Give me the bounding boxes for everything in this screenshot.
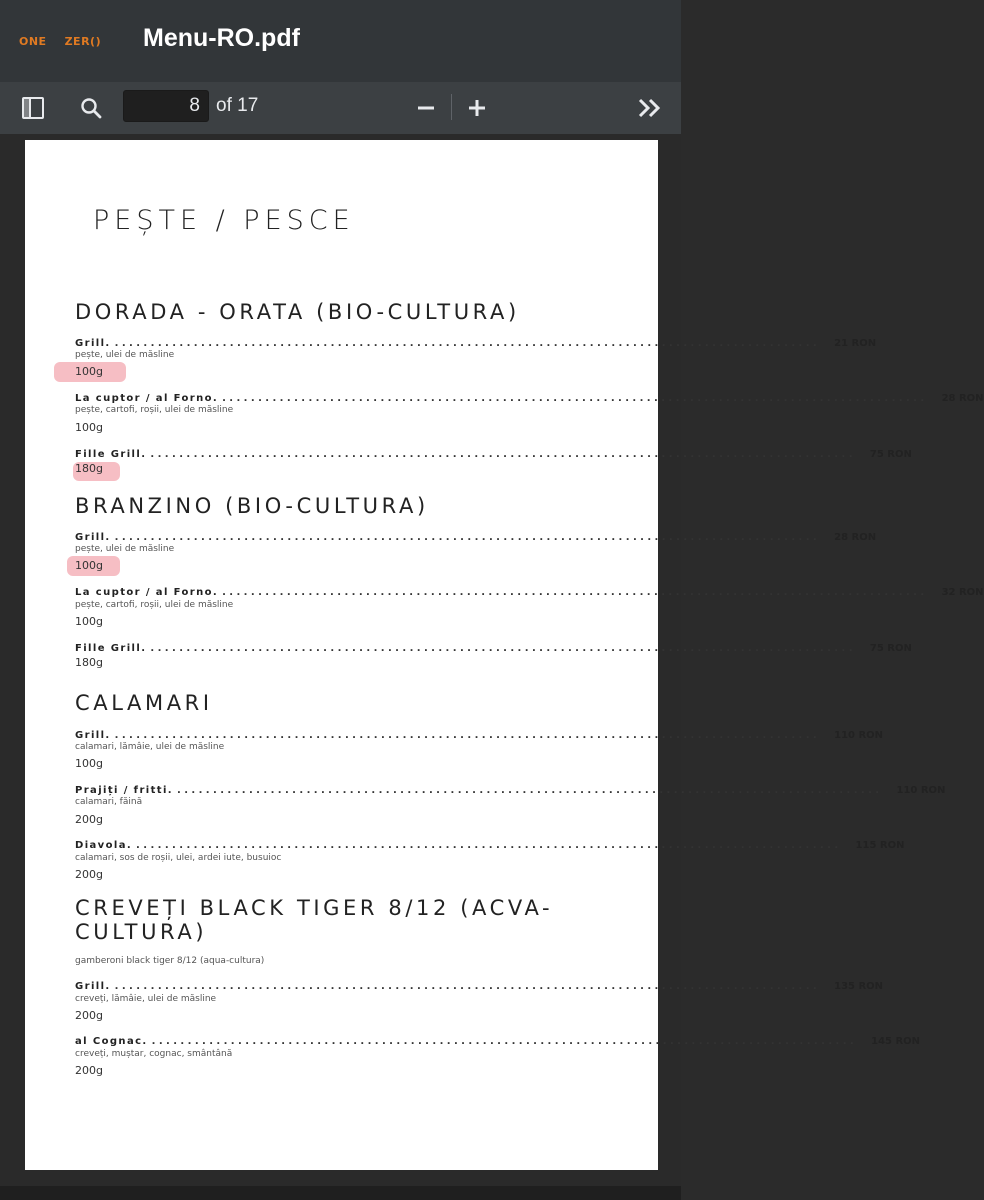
item-weight: 100g bbox=[75, 615, 103, 628]
section-title: PEȘTE / PESCE bbox=[93, 205, 355, 236]
menu-item-row: Fille Grill. .................................................................................................. 75 RON bbox=[75, 643, 912, 654]
item-name: Prajiți / fritti. bbox=[75, 785, 173, 796]
item-weight: 100g bbox=[75, 421, 103, 434]
item-name: Grill. bbox=[75, 981, 111, 992]
logo-text-right: ZER() bbox=[64, 35, 102, 48]
item-name: al Cognac. bbox=[75, 1036, 148, 1047]
item-name: La cuptor / al Forno. bbox=[75, 587, 219, 598]
item-description: calamari, făină bbox=[75, 797, 143, 807]
item-weight: 100g bbox=[75, 365, 103, 378]
item-description: calamari, lămâie, ulei de măsline bbox=[75, 742, 225, 752]
item-description: creveți, muștar, cognac, smântână bbox=[75, 1049, 233, 1059]
bottom-bar bbox=[0, 1186, 681, 1200]
item-weight: 180g bbox=[75, 656, 103, 669]
item-price: 28 RON bbox=[834, 532, 877, 543]
item-weight: 200g bbox=[75, 1064, 103, 1077]
document-title: Menu-RO.pdf bbox=[143, 24, 300, 52]
item-name: La cuptor / al Forno. bbox=[75, 393, 219, 404]
item-price: 145 RON bbox=[871, 1036, 921, 1047]
item-price: 135 RON bbox=[834, 981, 884, 992]
group-title: BRANZINO (BIO-CULTURA) bbox=[75, 494, 429, 518]
logo-text-left: ONE bbox=[19, 35, 47, 48]
menu-item-row: Diavola. .................................................................................................. 115 RON bbox=[75, 840, 905, 851]
menu-item-row: Fille Grill. .................................................................................................. 75 RON bbox=[75, 449, 912, 460]
item-name: Grill. bbox=[75, 730, 111, 741]
item-weight: 200g bbox=[75, 868, 103, 881]
page-number-input[interactable] bbox=[123, 90, 209, 122]
menu-item-row: al Cognac. .................................................................................................. 145 RON bbox=[75, 1036, 921, 1047]
search-icon[interactable] bbox=[77, 94, 105, 122]
group-title-line1: CREVEȚI BLACK TIGER 8/12 (ACVA- bbox=[75, 896, 554, 920]
menu-item-row: Grill. .................................................................................................. 21 RON bbox=[75, 338, 877, 349]
app-logo bbox=[19, 35, 101, 48]
menu-item-row: Grill. .................................................................................................. 135 RON bbox=[75, 981, 884, 992]
plus-icon[interactable] bbox=[464, 96, 490, 120]
item-weight: 100g bbox=[75, 757, 103, 770]
menu-item-row: La cuptor / al Forno. .................................................................................................. 32 RON bbox=[75, 587, 984, 598]
menu-item-row: La cuptor / al Forno. .................................................................................................. 28 RON bbox=[75, 393, 984, 404]
group-title-line2: CULTURA) bbox=[75, 920, 208, 944]
double-chevron-right-icon[interactable] bbox=[636, 95, 664, 121]
menu-item-row: Grill. .................................................................................................. 110 RON bbox=[75, 730, 884, 741]
item-name: Grill. bbox=[75, 338, 111, 349]
item-price: 110 RON bbox=[896, 785, 946, 796]
item-name: Fille Grill. bbox=[75, 449, 147, 460]
item-price: 28 RON bbox=[941, 393, 984, 404]
item-description: pește, cartofi, roșii, ulei de măsline bbox=[75, 405, 234, 415]
item-weight: 200g bbox=[75, 1009, 103, 1022]
item-price: 32 RON bbox=[941, 587, 984, 598]
sidebar-toggle-icon[interactable] bbox=[20, 95, 46, 121]
item-name: Grill. bbox=[75, 532, 111, 543]
item-description: pește, ulei de măsline bbox=[75, 350, 175, 360]
item-price: 110 RON bbox=[834, 730, 884, 741]
toolbar-divider bbox=[451, 94, 452, 120]
title-bar bbox=[0, 0, 681, 82]
item-weight: 200g bbox=[75, 813, 103, 826]
item-price: 115 RON bbox=[855, 840, 905, 851]
group-title: CALAMARI bbox=[75, 691, 213, 715]
item-name: Diavola. bbox=[75, 840, 133, 851]
group-title: DORADA - ORATA (BIO-CULTURA) bbox=[75, 300, 520, 324]
minus-icon[interactable] bbox=[413, 96, 439, 120]
item-name: Fille Grill. bbox=[75, 643, 147, 654]
item-weight: 100g bbox=[75, 559, 103, 572]
item-description: pește, cartofi, roșii, ulei de măsline bbox=[75, 600, 234, 610]
item-description: calamari, sos de roșii, ulei, ardei iute, busuioc bbox=[75, 853, 282, 863]
item-description: pește, ulei de măsline bbox=[75, 544, 175, 554]
item-price: 75 RON bbox=[869, 449, 912, 460]
page-number-value: 8 bbox=[189, 95, 200, 116]
item-price: 75 RON bbox=[869, 643, 912, 654]
item-price: 21 RON bbox=[834, 338, 877, 349]
item-description: creveți, lămâie, ulei de măsline bbox=[75, 994, 217, 1004]
page-total-label: of 17 bbox=[216, 95, 259, 116]
menu-item-row: Prajiți / fritti. .................................................................................................. 110 RON bbox=[75, 785, 946, 796]
group-note: gamberoni black tiger 8/12 (aqua-cultura) bbox=[75, 956, 265, 966]
item-weight: 180g bbox=[75, 462, 103, 475]
menu-item-row: Grill. .................................................................................................. 28 RON bbox=[75, 532, 877, 543]
